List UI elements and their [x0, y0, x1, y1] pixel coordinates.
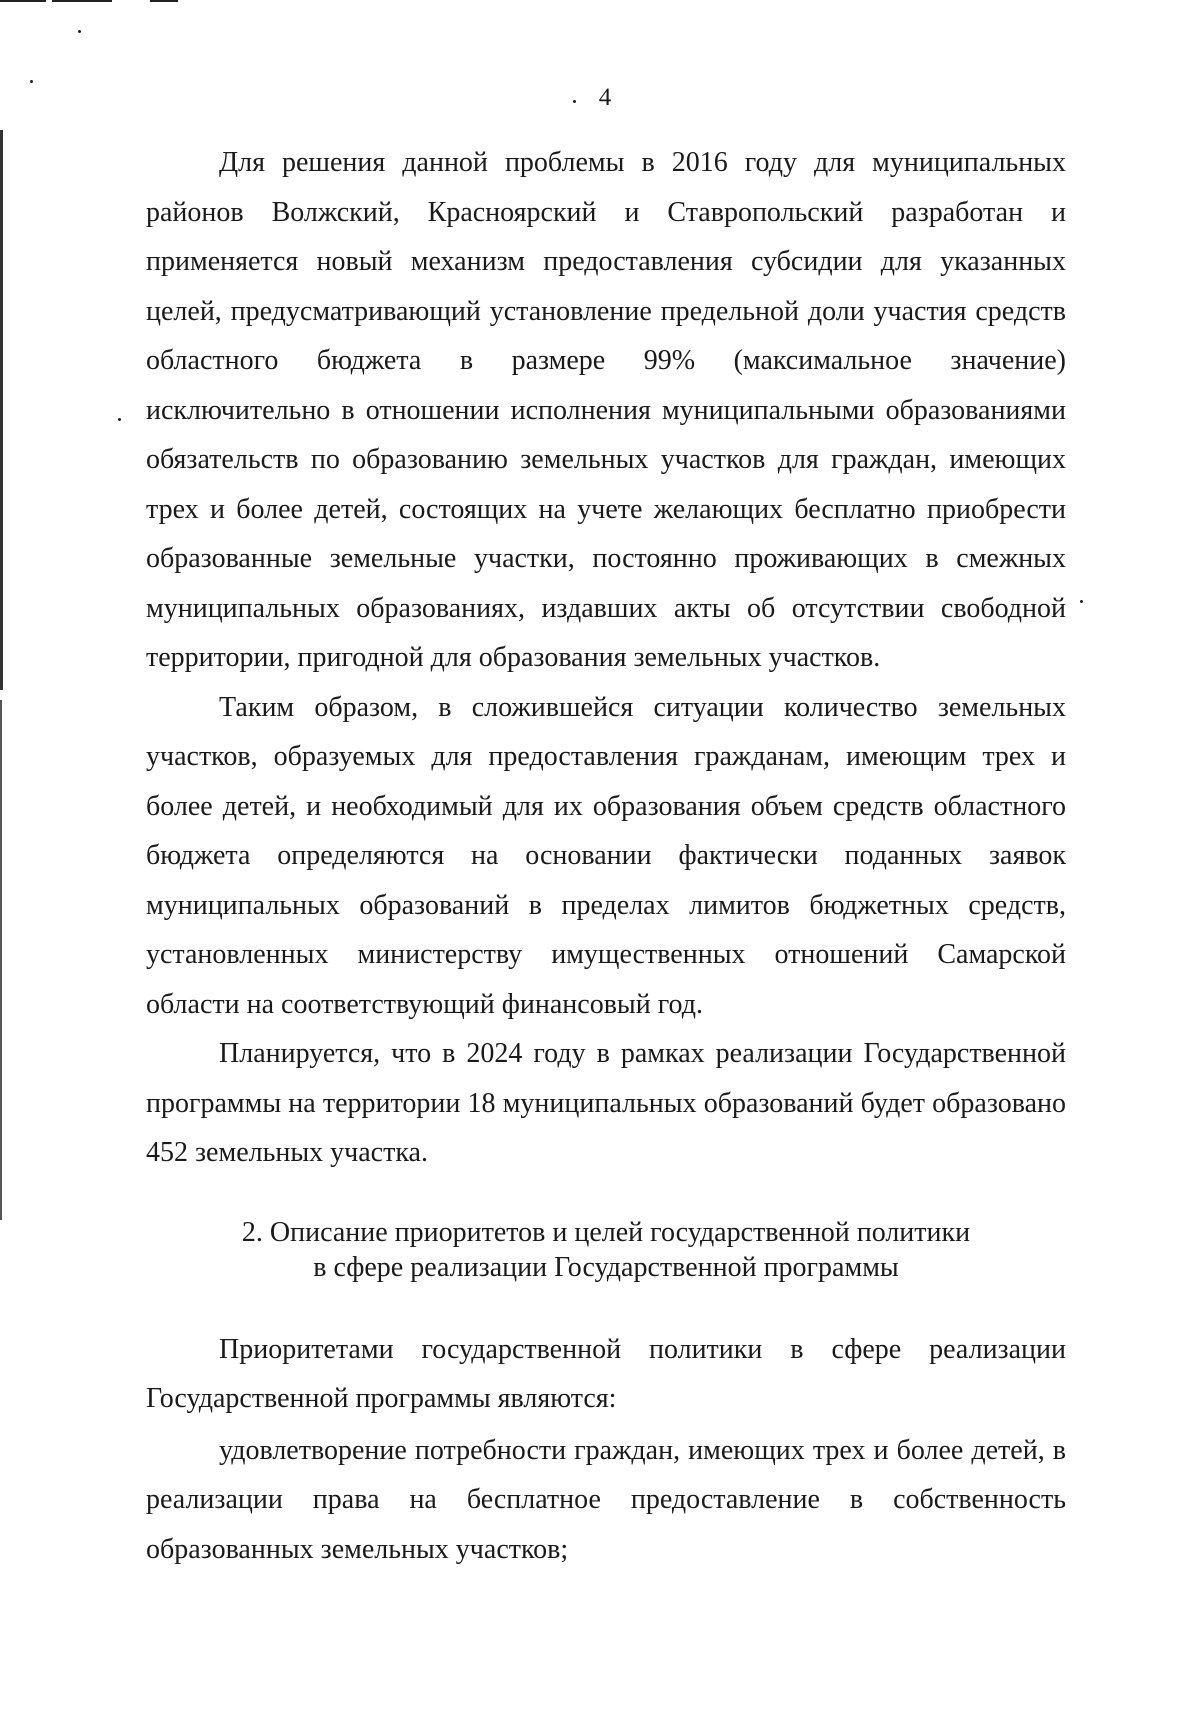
- page-number: 4: [598, 84, 612, 111]
- section-heading-line: 2. Описание приоритетов и целей государственной политики: [241, 1216, 971, 1248]
- paragraph: Планируется, что в 2024 году в рамках реализации Государственной программы на территории 18 муниципальных образований будет образовано 452 земельных участка.: [146, 1038, 1066, 1168]
- document-body: [146, 138, 1066, 1574]
- section-heading: [146, 1215, 1066, 1285]
- scan-top-mark: [52, 0, 112, 2]
- scan-top-mark: [150, 0, 178, 2]
- scan-speck: [30, 80, 33, 83]
- paragraph: Приоритетами государственной политики в сфере реализации Государственной программы являются:: [146, 1333, 1066, 1414]
- scan-speck: [118, 418, 121, 421]
- scan-top-mark: [0, 0, 46, 2]
- scan-edge-mark: [0, 700, 2, 1220]
- paragraph: Для решения данной проблемы в 2016 году для муниципальных районов Волжский, Красноярский и Ставропольский разработан и применяется новый механизм предоставления субсидии для указанных целей, предусматривающий установление предельной доли участия средств областного бюджета в размере 99% (максимальное значение) исключительно в отношении исполнения муниципальными образованиями обязательств по образованию земельных участков для граждан, имеющих трех и более детей, состоящих на учете желающих бесплатно приобрести образованные земельные участки, постоянно проживающих в смежных муниципальных образованиях, издавших акты об отсутствии свободной территории, пригодной для образования земельных участков.: [146, 147, 1066, 673]
- scan-speck: [1080, 600, 1083, 603]
- scan-edge-mark: [0, 130, 3, 690]
- scan-speck: [78, 30, 81, 33]
- paragraph: Таким образом, в сложившейся ситуации количество земельных участков, образуемых для предоставления гражданам, имеющим трех и более детей, и необходимый для их образования объем средств областного бюджета определяются на основании фактически поданных заявок муниципальных образований в пределах лимитов бюджетных средств, установленных министерству имущественных отношений Самарской области на соответствующий финансовый год.: [146, 691, 1066, 1020]
- section-heading-line: в сфере реализации Государственной программы: [313, 1251, 899, 1283]
- paragraph: удовлетворение потребности граждан, имеющих трех и более детей, в реализации права на бесплатное предоставление в собственность образованных земельных участков;: [146, 1434, 1066, 1565]
